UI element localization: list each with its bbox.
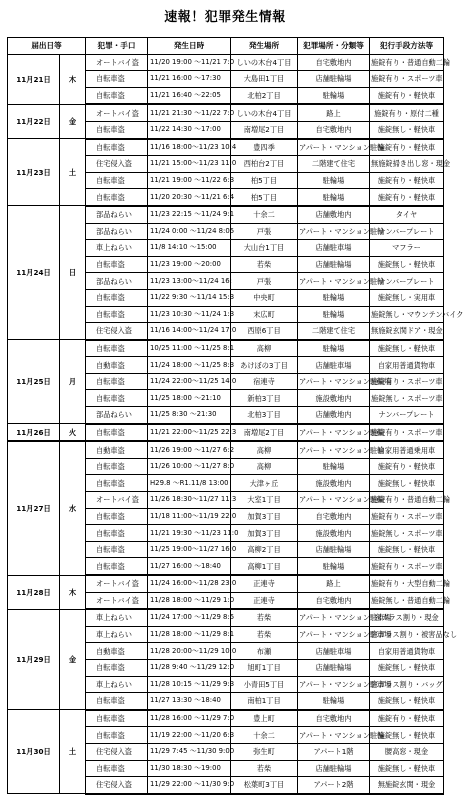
method-cell: 無施錠玄関・現金	[370, 777, 444, 794]
crime-type-cell: 自転車盗	[86, 727, 148, 744]
datetime-cell: 11/30 18:30 ～19:00	[148, 760, 231, 777]
crime-type-cell: 自転車盗	[86, 373, 148, 390]
place-cell: 十余二	[231, 727, 298, 744]
crime-type-cell: 部品ねらい	[86, 407, 148, 424]
crime-type-cell: 自転車盗	[86, 424, 148, 442]
report-date-cell: 11月22日	[8, 104, 60, 138]
header-place: 発生場所	[231, 38, 298, 55]
header-crime-type: 犯罪・手口	[86, 38, 148, 55]
place-cell: 正連寺	[231, 575, 298, 592]
location-type-cell: 施設敷地内	[298, 390, 370, 407]
datetime-cell: 11/24 17:00 ～11/29 8:5	[148, 609, 231, 626]
report-date-cell: 11月21日	[8, 54, 60, 104]
place-cell: 宿連寺	[231, 373, 298, 390]
place-cell: 松葉町3丁目	[231, 777, 298, 794]
table-header-row	[8, 38, 444, 55]
method-cell: 施錠無し・軽快車	[370, 727, 444, 744]
method-cell: 自家用普通貨物車	[370, 643, 444, 660]
crime-type-cell: 自転車盗	[86, 340, 148, 357]
place-cell: 十余二	[231, 206, 298, 223]
crime-type-cell: 自転車盗	[86, 306, 148, 323]
datetime-cell: 11/27 16:00 ～18:40	[148, 558, 231, 575]
weekday-cell: 火	[60, 424, 86, 442]
crime-type-cell: 自転車盗	[86, 390, 148, 407]
datetime-cell: H29.8 ～R1.11/8 13:00	[148, 475, 231, 492]
method-cell: 窓ガラス割り・被害品なし	[370, 626, 444, 643]
datetime-cell: 11/21 16:40 ～22:05	[148, 87, 231, 104]
crime-type-cell: 住宅侵入盗	[86, 743, 148, 760]
crime-type-cell: 住宅侵入盗	[86, 323, 148, 340]
datetime-cell: 11/18 11:00～11/19 22:0	[148, 508, 231, 525]
crime-type-cell: 自転車盗	[86, 172, 148, 189]
method-cell: 施錠無し・軽快車	[370, 693, 444, 710]
location-type-cell: 店舗駐輪場	[298, 71, 370, 88]
crime-type-cell: 自転車盗	[86, 139, 148, 156]
method-cell: ナンバープレート	[370, 223, 444, 240]
method-cell: ナンバープレート	[370, 407, 444, 424]
table-row	[8, 441, 444, 458]
datetime-cell: 11/21 19:00 ～11/22 6:3	[148, 172, 231, 189]
location-type-cell: 二階建て住宅	[298, 323, 370, 340]
location-type-cell: アパート・マンション駐輪	[298, 492, 370, 509]
header-method: 犯行手段方法等	[370, 38, 444, 55]
place-cell: 高柳1丁目	[231, 558, 298, 575]
header-datetime: 発生日時	[148, 38, 231, 55]
place-cell: 高柳	[231, 441, 298, 458]
location-type-cell: 駐輪場	[298, 289, 370, 306]
place-cell: 北柏3丁目	[231, 407, 298, 424]
crime-type-cell: オートバイ盗	[86, 104, 148, 121]
crime-type-cell: 住宅侵入盗	[86, 156, 148, 173]
place-cell: 若柴	[231, 626, 298, 643]
place-cell: 大島田1丁目	[231, 71, 298, 88]
location-type-cell: アパート・マンション駐輪	[298, 424, 370, 442]
datetime-cell: 11/19 22:00 ～11/20 6:3	[148, 727, 231, 744]
location-type-cell: アパート・マンション駐輪	[298, 727, 370, 744]
crime-type-cell: 住宅侵入盗	[86, 777, 148, 794]
location-type-cell: 施設敷地内	[298, 475, 370, 492]
place-cell: 北柏2丁目	[231, 87, 298, 104]
method-cell: 施錠無し・軽快車	[370, 340, 444, 357]
table-row	[8, 340, 444, 357]
location-type-cell: 自宅敷地内	[298, 508, 370, 525]
crime-type-cell: 自転車盗	[86, 121, 148, 138]
report-date-cell: 11月29日	[8, 609, 60, 710]
datetime-cell: 11/16 14:00～11/24 17:0	[148, 323, 231, 340]
location-type-cell: 店舗駐輪場	[298, 256, 370, 273]
place-cell: 大津ヶ丘	[231, 475, 298, 492]
location-type-cell: 店舗駐車場	[298, 357, 370, 374]
method-cell: 施錠無し・軽快車	[370, 541, 444, 558]
location-type-cell: アパート・マンション駐輪	[298, 139, 370, 156]
location-type-cell: 駐輪場	[298, 693, 370, 710]
crime-type-cell: 自転車盗	[86, 525, 148, 542]
crime-type-cell: 自動車盗	[86, 643, 148, 660]
report-date-cell: 11月28日	[8, 575, 60, 609]
place-cell: 中央町	[231, 289, 298, 306]
location-type-cell: 駐輪場	[298, 306, 370, 323]
datetime-cell: 11/28 16:00 ～11/29 7:0	[148, 710, 231, 727]
location-type-cell: 自宅敷地内	[298, 54, 370, 71]
place-cell: あけぼの3丁目	[231, 357, 298, 374]
crime-type-cell: 自転車盗	[86, 558, 148, 575]
method-cell: 施錠無し・スポーツ車	[370, 525, 444, 542]
method-cell: 施錠有り・スポーツ車	[370, 71, 444, 88]
method-cell: マフラー	[370, 240, 444, 257]
method-cell: 施錠有り・原付二種	[370, 104, 444, 121]
place-cell: 南増尾2丁目	[231, 121, 298, 138]
place-cell: 旭町1丁目	[231, 659, 298, 676]
table-row	[8, 424, 444, 442]
datetime-cell: 11/21 19:30 ～11/23 11:0	[148, 525, 231, 542]
method-cell: 施錠無し・軽快車	[370, 475, 444, 492]
place-cell: 柏5丁目	[231, 172, 298, 189]
method-cell: 自家用普通貨物車	[370, 357, 444, 374]
place-cell: 西原6丁目	[231, 323, 298, 340]
datetime-cell: 11/28 20:00～11/29 10:0	[148, 643, 231, 660]
location-type-cell: アパート・マンション駐輪	[298, 223, 370, 240]
location-type-cell: 路上	[298, 575, 370, 592]
crime-type-cell: 自転車盗	[86, 710, 148, 727]
method-cell: 施錠無し・軽快車	[370, 256, 444, 273]
datetime-cell: 10/25 11:00 ～11/25 8:1	[148, 340, 231, 357]
crime-type-cell: 車上ねらい	[86, 626, 148, 643]
crime-type-cell: 自動車盗	[86, 357, 148, 374]
method-cell: 施錠有り・スポーツ車	[370, 424, 444, 442]
place-cell: 布瀬	[231, 643, 298, 660]
crime-type-cell: 部品ねらい	[86, 206, 148, 223]
crime-type-cell: 自転車盗	[86, 458, 148, 475]
place-cell: 豊四季	[231, 139, 298, 156]
datetime-cell: 11/28 9:40 ～11/29 12:0	[148, 659, 231, 676]
datetime-cell: 11/16 18:00～11/23 10:4	[148, 139, 231, 156]
datetime-cell: 11/21 15:00～11/23 11:0	[148, 156, 231, 173]
datetime-cell: 11/26 19:00 ～11/27 6:2	[148, 441, 231, 458]
place-cell: 戸張	[231, 273, 298, 290]
place-cell: 新柏3丁目	[231, 390, 298, 407]
datetime-cell: 11/21 16:00 ～17:30	[148, 71, 231, 88]
method-cell: 施錠無し・スポーツ車	[370, 390, 444, 407]
location-type-cell: 駐輪場	[298, 189, 370, 206]
place-cell: 加賀3丁目	[231, 525, 298, 542]
crime-type-cell: 自転車盗	[86, 541, 148, 558]
table-row	[8, 104, 444, 121]
method-cell: 施錠有り・スポーツ車	[370, 508, 444, 525]
report-date-cell: 11月23日	[8, 139, 60, 206]
location-type-cell: 店舗駐車場	[298, 240, 370, 257]
datetime-cell: 11/8 14:10 ～15:00	[148, 240, 231, 257]
method-cell: 施錠有り・スポーツ車	[370, 558, 444, 575]
location-type-cell: 駐輪場	[298, 87, 370, 104]
method-cell: 施錠無し・軽快車	[370, 760, 444, 777]
datetime-cell: 11/21 21:30 ～11/22 7:0	[148, 104, 231, 121]
crime-type-cell: オートバイ盗	[86, 575, 148, 592]
location-type-cell: アパート・マンション駐輪	[298, 273, 370, 290]
place-cell: 正連寺	[231, 592, 298, 609]
method-cell: 施錠有り・大型自動二輪	[370, 575, 444, 592]
method-cell: 腰高窓・現金	[370, 743, 444, 760]
weekday-cell: 土	[60, 139, 86, 206]
method-cell: 施錠有り・軽快車	[370, 87, 444, 104]
location-type-cell: アパート・マンション駐車場	[298, 626, 370, 643]
header-report-date: 届出日等	[8, 38, 86, 55]
crime-type-cell: 車上ねらい	[86, 609, 148, 626]
weekday-cell: 水	[60, 441, 86, 575]
location-type-cell: 店舗駐輪場	[298, 541, 370, 558]
weekday-cell: 木	[60, 54, 86, 104]
crime-type-cell: 自転車盗	[86, 475, 148, 492]
place-cell: 柏5丁目	[231, 189, 298, 206]
datetime-cell: 11/26 10:00 ～11/27 8:0	[148, 458, 231, 475]
place-cell: 南柏1丁目	[231, 693, 298, 710]
location-type-cell: 駐輪場	[298, 458, 370, 475]
datetime-cell: 11/23 19:00 ～20:00	[148, 256, 231, 273]
place-cell: 末広町	[231, 306, 298, 323]
method-cell: 窓ガラス割り・現金	[370, 609, 444, 626]
location-type-cell: 店舗駐車場	[298, 643, 370, 660]
datetime-cell: 11/25 18:00 ～21:10	[148, 390, 231, 407]
table-row	[8, 609, 444, 626]
method-cell: 自家用普通乗用車	[370, 441, 444, 458]
crime-report-table	[7, 37, 463, 795]
report-date-cell: 11月27日	[8, 441, 60, 575]
table-row	[8, 139, 444, 156]
weekday-cell: 金	[60, 104, 86, 138]
location-type-cell: アパート・マンション駐車場	[298, 676, 370, 693]
crime-type-cell: 車上ねらい	[86, 676, 148, 693]
crime-type-cell: 部品ねらい	[86, 223, 148, 240]
datetime-cell: 11/29 7:45 ～11/30 9:00	[148, 743, 231, 760]
crime-type-cell: オートバイ盗	[86, 54, 148, 71]
crime-type-cell: 車上ねらい	[86, 240, 148, 257]
datetime-cell: 11/23 10:30 ～11/24 1:3	[148, 306, 231, 323]
crime-type-cell: 自転車盗	[86, 659, 148, 676]
location-type-cell: 施設敷地内	[298, 525, 370, 542]
location-type-cell: 駐輪場	[298, 172, 370, 189]
method-cell: 窓ガラス割り・バッグ	[370, 676, 444, 693]
method-cell: 施錠無し・軽快車	[370, 659, 444, 676]
datetime-cell: 11/24 16:00～11/28 23:0	[148, 575, 231, 592]
weekday-cell: 金	[60, 609, 86, 710]
place-cell: 大山台1丁目	[231, 240, 298, 257]
table-row	[8, 575, 444, 592]
place-cell: 高柳	[231, 340, 298, 357]
crime-type-cell: 自転車盗	[86, 760, 148, 777]
weekday-cell: 木	[60, 575, 86, 609]
method-cell: 施錠有り・軽快車	[370, 139, 444, 156]
method-cell: 施錠有り・軽快車	[370, 172, 444, 189]
method-cell: 施錠有り・軽快車	[370, 458, 444, 475]
datetime-cell: 11/28 18:00 ～11/29 1:0	[148, 592, 231, 609]
location-type-cell: 自宅敷地内	[298, 710, 370, 727]
location-type-cell: 路上	[298, 104, 370, 121]
place-cell: 若柴	[231, 760, 298, 777]
place-cell: 高柳2丁目	[231, 541, 298, 558]
datetime-cell: 11/24 22:00～11/25 14:0	[148, 373, 231, 390]
place-cell: 若柴	[231, 609, 298, 626]
method-cell: 施錠有り・軽快車	[370, 189, 444, 206]
place-cell: 小青田5丁目	[231, 676, 298, 693]
method-cell: 施錠有り・普通自動二輪	[370, 54, 444, 71]
location-type-cell: 店舗駐輪場	[298, 659, 370, 676]
datetime-cell: 11/22 14:30 ～17:00	[148, 121, 231, 138]
place-cell: 高柳	[231, 458, 298, 475]
table-row	[8, 710, 444, 727]
location-type-cell: 店舗敷地内	[298, 206, 370, 223]
place-cell: 戸張	[231, 223, 298, 240]
crime-type-cell: 自転車盗	[86, 87, 148, 104]
datetime-cell: 11/24 0:00 ～11/24 8:05	[148, 223, 231, 240]
table-body	[8, 54, 463, 794]
location-type-cell: 自宅敷地内	[298, 592, 370, 609]
datetime-cell: 11/24 18:00 ～11/25 8:3	[148, 357, 231, 374]
location-type-cell: 駐輪場	[298, 558, 370, 575]
location-type-cell: 駐輪場	[298, 340, 370, 357]
method-cell: 施錠有り・スポーツ車	[370, 373, 444, 390]
datetime-cell: 11/20 20:30 ～11/21 6:4	[148, 189, 231, 206]
method-cell: 施錠有り・軽快車	[370, 710, 444, 727]
table-row	[8, 206, 444, 223]
datetime-cell: 11/23 13:00～11/24 16:	[148, 273, 231, 290]
location-type-cell: アパート・マンション駐輪場	[298, 373, 370, 390]
datetime-cell: 11/21 22:00～11/25 22:3	[148, 424, 231, 442]
crime-type-cell: 自転車盗	[86, 508, 148, 525]
crime-type-cell: 自転車盗	[86, 189, 148, 206]
table-row	[8, 54, 444, 71]
page-title: 速報！犯罪発生情報	[164, 10, 286, 25]
location-type-cell: アパート・マンション駐輪	[298, 441, 370, 458]
method-cell: 施錠無し・普通自動二輪	[370, 592, 444, 609]
crime-type-cell: 部品ねらい	[86, 273, 148, 290]
method-cell: ナンバープレート	[370, 273, 444, 290]
place-cell: 豊上町	[231, 710, 298, 727]
location-type-cell: 店舗敷地内	[298, 407, 370, 424]
datetime-cell: 11/27 13:30 ～18:40	[148, 693, 231, 710]
report-date-cell: 11月25日	[8, 340, 60, 424]
crime-type-cell: 自転車盗	[86, 256, 148, 273]
location-type-cell: 店舗駐輪場	[298, 760, 370, 777]
place-cell: 西柏台2丁目	[231, 156, 298, 173]
place-cell: しいの木台4丁目	[231, 104, 298, 121]
datetime-cell: 11/20 19:00 ～11/21 7:0	[148, 54, 231, 71]
crime-type-cell: 自転車盗	[86, 289, 148, 306]
crime-type-cell: オートバイ盗	[86, 592, 148, 609]
weekday-cell: 土	[60, 710, 86, 794]
weekday-cell: 日	[60, 206, 86, 340]
location-type-cell: アパート1階	[298, 743, 370, 760]
datetime-cell: 11/26 18:30～11/27 11:3	[148, 492, 231, 509]
datetime-cell: 11/22 9:30 ～11/14 15:3	[148, 289, 231, 306]
datetime-cell: 11/23 22:15 ～11/24 9:1	[148, 206, 231, 223]
place-cell: 若柴	[231, 256, 298, 273]
place-cell: 弥生町	[231, 743, 298, 760]
location-type-cell: 自宅敷地内	[298, 121, 370, 138]
location-type-cell: 二階建て住宅	[298, 156, 370, 173]
crime-type-cell: 自動車盗	[86, 441, 148, 458]
report-date-cell: 11月30日	[8, 710, 60, 794]
location-type-cell: アパート2階	[298, 777, 370, 794]
crime-type-cell: 自転車盗	[86, 693, 148, 710]
report-date-cell: 11月26日	[8, 424, 60, 442]
method-cell: 無施錠玄関ドア・現金	[370, 323, 444, 340]
place-cell: しいの木台4丁目	[231, 54, 298, 71]
datetime-cell: 11/28 10:15 ～11/29 9:3	[148, 676, 231, 693]
datetime-cell: 11/25 8:30 ～21:30	[148, 407, 231, 424]
datetime-cell: 11/28 18:00 ～11/29 8:1	[148, 626, 231, 643]
crime-type-cell: 自転車盗	[86, 71, 148, 88]
place-cell: 加賀3丁目	[231, 508, 298, 525]
place-cell: 大室1丁目	[231, 492, 298, 509]
method-cell: 施錠有り・普通自動二輪	[370, 492, 444, 509]
report-date-cell: 11月24日	[8, 206, 60, 340]
place-cell: 南増尾2丁目	[231, 424, 298, 442]
location-type-cell: アパート・マンション駐車場	[298, 609, 370, 626]
method-cell: 無施錠掃き出し窓・現金	[370, 156, 444, 173]
method-cell: 施錠無し・軽快車	[370, 121, 444, 138]
method-cell: 施錠無し・マウンテンバイク	[370, 306, 444, 323]
datetime-cell: 11/25 19:00～11/27 16:0	[148, 541, 231, 558]
header-location-type: 犯罪場所・分類等	[298, 38, 370, 55]
method-cell: タイヤ	[370, 206, 444, 223]
weekday-cell: 月	[60, 340, 86, 424]
crime-type-cell: オートバイ盗	[86, 492, 148, 509]
datetime-cell: 11/29 22:00 ～11/30 9:0	[148, 777, 231, 794]
method-cell: 施錠無し・実用車	[370, 289, 444, 306]
